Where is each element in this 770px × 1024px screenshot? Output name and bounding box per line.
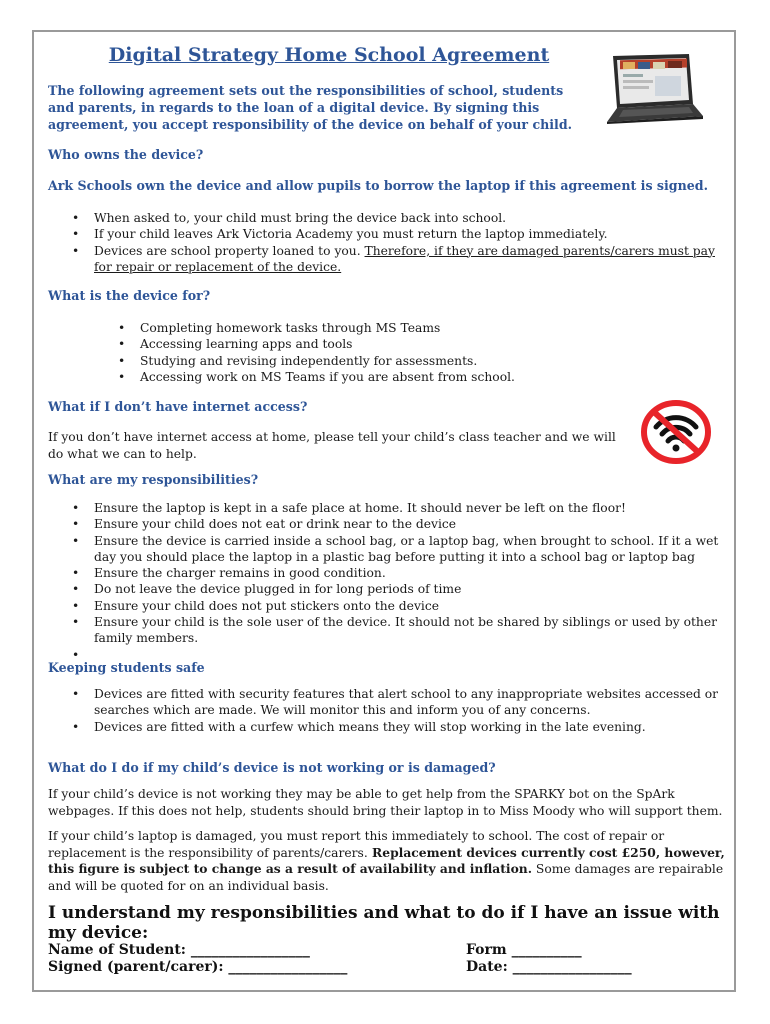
- list-item: • Do not leave the device plugged in for long periods of time: [72, 581, 722, 597]
- intro-text: The following agreement sets out the responsibilities of school, students and parents, in regards to the loan of a digital device. By signing this agreement, you accept responsibility of the device on behalf of your child.: [48, 83, 573, 132]
- heading-who-owns: Who owns the device?: [48, 147, 204, 162]
- list-item: • Studying and revising independently for assessments.: [118, 353, 678, 369]
- laptop-icon: [593, 52, 705, 124]
- heading-internet-access: What if I don’t have internet access?: [48, 399, 308, 414]
- list-item: • When asked to, your child must bring the device back into school.: [72, 210, 722, 226]
- heading-responsibilities: What are my responsibilities?: [48, 472, 259, 487]
- signature-label: Signed (parent/carer):: [48, 959, 229, 975]
- responsibilities-list: [72, 500, 722, 663]
- damage-text-part: Some damages are repairable and will be quoted for on an individual basis.: [48, 862, 724, 893]
- damage-text: [48, 828, 728, 894]
- not-working-text: If your child’s device is not working they may be able to get help from the SPARKY bot on the SpArk webpages. If this does not help, students should bring their laptop in to Miss Moody who will support them.: [48, 787, 723, 818]
- list-item: • Completing homework tasks through MS Teams: [118, 320, 678, 336]
- date-field[interactable]: [466, 959, 632, 975]
- list-item: • Ensure your child is the sole user of the device. It should not be shared by siblings or used by other family members.: [72, 614, 722, 647]
- student-name-label: Name of Student:: [48, 942, 191, 958]
- date-label: Date:: [466, 959, 513, 975]
- list-item: • If your child leaves Ark Victoria Academy you must return the laptop immediately.: [72, 226, 722, 242]
- student-name-line[interactable]: _________________: [190, 942, 310, 958]
- ownership-list: [72, 210, 722, 275]
- safety-list: [72, 686, 722, 735]
- list-item: [72, 243, 722, 276]
- list-item: • Devices are fitted with a curfew which means they will stop working in the late evening.: [72, 719, 722, 735]
- signature-line[interactable]: _________________: [228, 959, 348, 975]
- damage-text-part: If your child’s laptop is damaged, you must report this immediately to school. The cost of repair or replacement is the responsibility of parents/carers.: [48, 829, 665, 860]
- heading-not-working: What do I do if my child’s device is not working or is damaged?: [48, 760, 496, 775]
- subheading-ownership: Ark Schools own the device and allow pupils to borrow the laptop if this agreement is signed.: [48, 178, 708, 193]
- repair-liability-text: Therefore, if they are damaged parents/carers must pay for repair or replacement of the device.: [94, 243, 715, 274]
- list-item: • Ensure your child does not eat or drink near to the device: [72, 516, 722, 532]
- form-label: Form: [466, 942, 512, 958]
- heading-keeping-safe: Keeping students safe: [48, 660, 205, 675]
- list-item: • Ensure your child does not put stickers onto the device: [72, 598, 722, 614]
- form-field[interactable]: [466, 942, 582, 958]
- replacement-cost-text: Replacement devices currently cost £250, however, this figure is subject to change as a result of availability and inflation.: [48, 844, 725, 876]
- heading-device-purpose: What is the device for?: [48, 288, 211, 303]
- understanding-statement: I understand my responsibilities and what to do if I have an issue with my device:: [48, 903, 720, 943]
- internet-text: If you don’t have internet access at home, please tell your child’s class teacher and we will do what we can to help.: [48, 430, 616, 461]
- signature-field[interactable]: [48, 959, 347, 975]
- purpose-list: [118, 320, 678, 385]
- list-item: • Ensure the laptop is kept in a safe place at home. It should never be left on the floor!: [72, 500, 722, 516]
- date-line[interactable]: _________________: [512, 959, 632, 975]
- student-name-field[interactable]: [48, 942, 310, 958]
- no-wifi-icon: [640, 400, 712, 464]
- list-item: • Ensure the device is carried inside a school bag, or a laptop bag, when brought to school. If it a wet day you should place the laptop in a plastic bag before putting it into a school bag or laptop bag: [72, 533, 722, 566]
- list-item: • Accessing work on MS Teams if you are absent from school.: [118, 369, 678, 385]
- list-item: • Accessing learning apps and tools: [118, 336, 678, 352]
- page-title: Digital Strategy Home School Agreement: [108, 44, 550, 66]
- form-line[interactable]: __________: [511, 942, 582, 958]
- list-item: • Devices are fitted with security features that alert school to any inappropriate websites accessed or searches which are made. We will monitor this and inform you of any concerns.: [72, 686, 722, 719]
- list-item-text: Devices are school property loaned to you.: [94, 243, 365, 258]
- list-item: • Ensure the charger remains in good condition.: [72, 565, 722, 581]
